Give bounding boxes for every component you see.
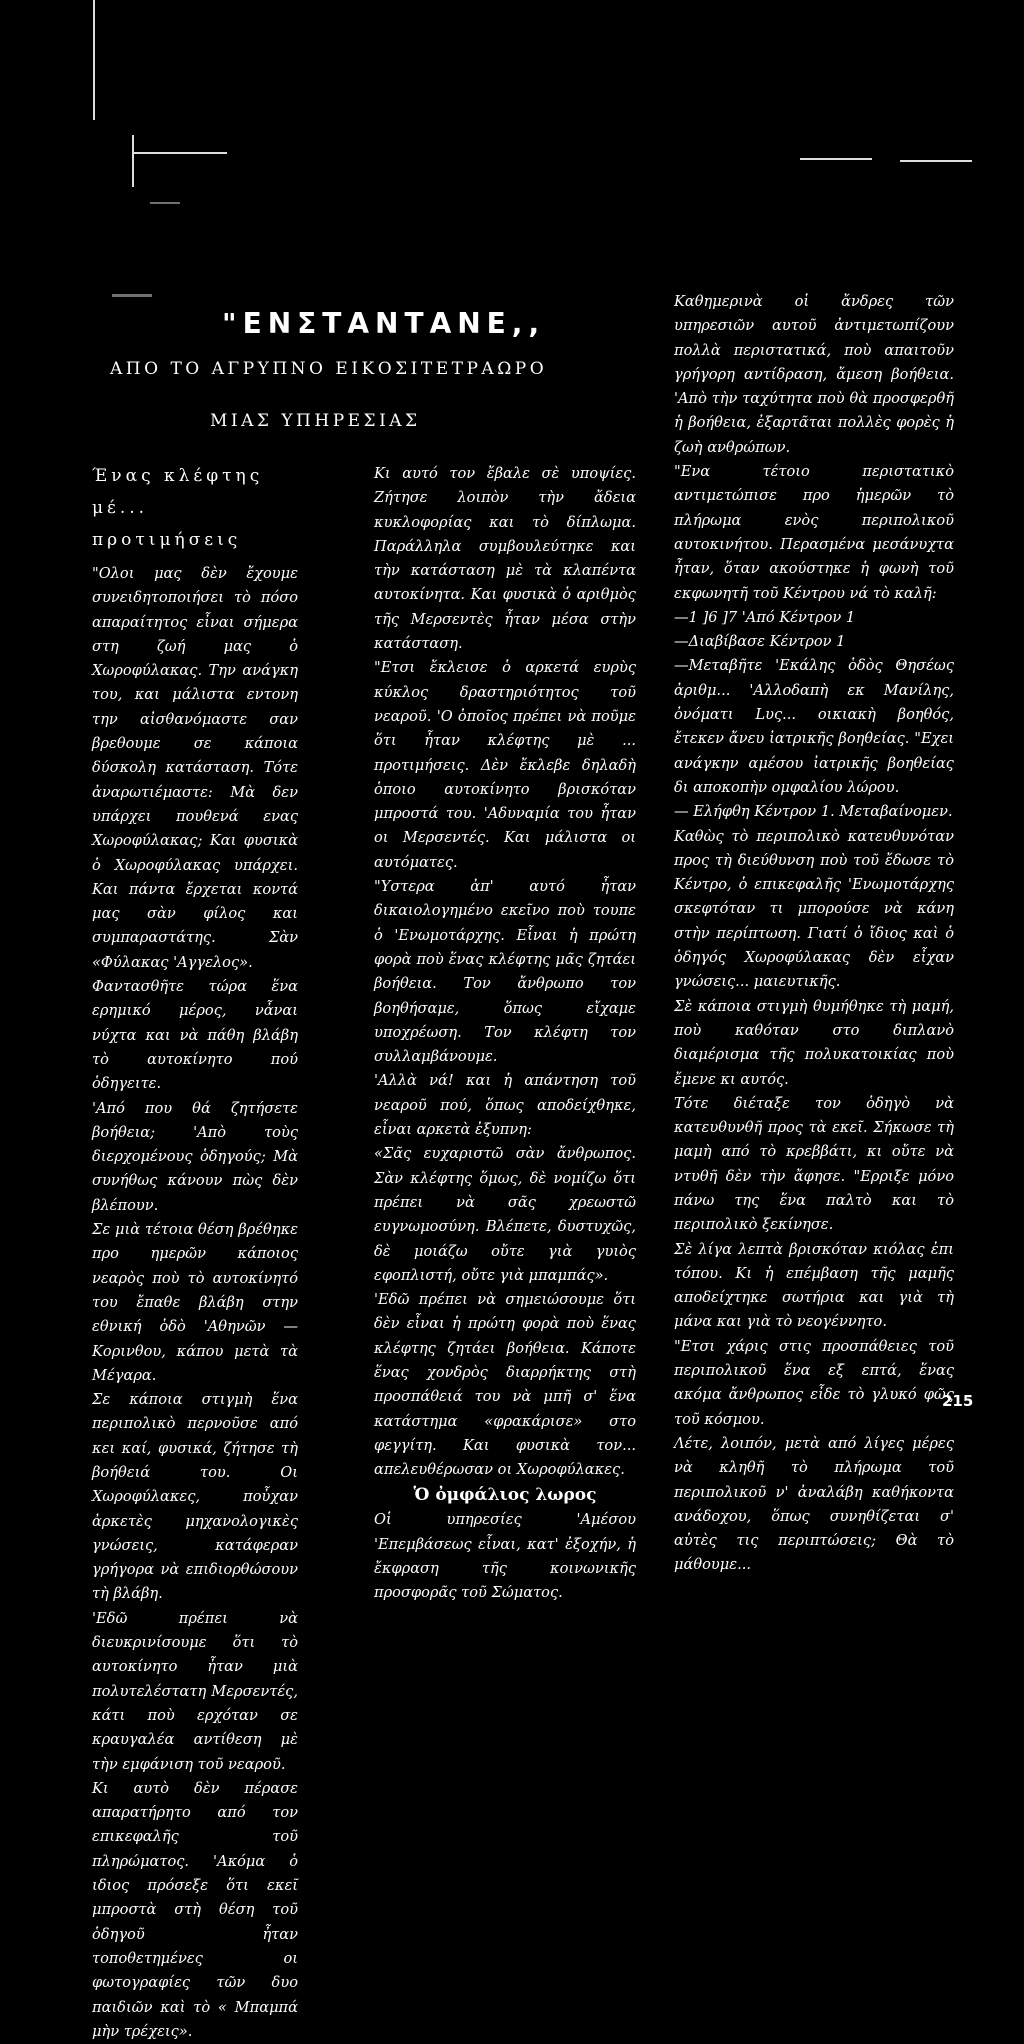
corner-mark-horizontal: [132, 152, 227, 154]
paragraph: Τότε διέταξε τον ὁδηγὸ νὰ κατευθυνθῆ προς τὰ εκεῖ. Σήκωσε τὴ μαμὴ από τὸ κρεββάτι, κι οὔτε νὰ ντυθῆ δὲν τὴν ἄφησε. "Ερριξε μόνο πάνω της ἕνα παλτὸ και τὸ περιπολικὸ ξεκίνησε.: [674, 1094, 954, 1234]
paragraph: "Ετσι ἔκλεισε ὁ αρκετά ευρὺς κύκλος δραστηριότητος τοῦ νεαροῦ. 'Ο ὁποῖος πρέπει νὰ ποῦμε ὅτι ἦταν κλέφτης μὲ ... προτιμήσεις. Δὲν ἔκλεβε δηλαδὴ ὁποιο αυτοκίνητο βρισκόταν μπροστά του. 'Αδυναμία του ἦταν οι Μερσεντές. Και μάλιστα οι αυτόματες.: [374, 659, 636, 871]
section-heading-line2: μέ... προτιμήσεις: [92, 498, 242, 550]
paragraph: 'Αλλὰ νά! και ἡ απάντηση τοῦ νεαροῦ πού, ὅπως αποδείχθηκε, εἶναι αρκετὰ ἐξυπνη:: [374, 1072, 636, 1139]
radio-dialogue-line: —1 ]6 ]7 'Από Κέντρον 1: [674, 608, 856, 626]
paragraph: Λέτε, λοιπόν, μετὰ από λίγες μέρες νὰ κληθῆ τὸ πλήρωμα τοῦ περιπολικοῦ ν' ἀναλάβη καθήκοντα ανάδοχου, ὅπως συνηθίζεται σ' αὐτὲς τις περιπτώσεις; Θὰ τὸ μάθουμε...: [674, 1434, 954, 1574]
paragraph: Καθὼς τὸ περιπολικὸ κατευθυνόταν προς τὴ διεύθυνση ποὺ τοῦ ἔδωσε τὸ Κέντρο, ὁ επικεφαλῆς 'Ενωμοτάρχης σκεφτόταν τι μπορούσε νὰ κάνη στὴν περίπτωση. Γιατί ὁ ἴδιος καὶ ὁ ὁδηγός Χωροφύλακας δὲν εἶχαν γνώσεις... μαιευτικῆς.: [674, 827, 954, 991]
scan-speck: [150, 202, 180, 204]
paragraph: 'Εδῶ πρέπει νὰ διευκρινίσουμε ὅτι τὸ αυτοκίνητο ἦταν μιὰ πολυτελέστατη Μερσεντές, κάτι ποὺ ερχόταν σε κραυγαλέα αντίθεση μὲ τὴν εμφάνιση τοῦ νεαροῦ.: [92, 1609, 298, 1773]
paragraph: Σε μιὰ τέτοια θέση βρέθηκε προ ημερῶν κάποιος νεαρὸς ποὺ τὸ αυτοκίνητό του ἔπαθε βλάβη στην εθνική ὁδὸ 'Αθηνῶν —Κορινθου, κάπου μετὰ τὰ Μέγαρα.: [92, 1221, 298, 1384]
paragraph: Κι αυτό τον ἔβαλε σὲ υποψίες. Ζήτησε λοιπὸν τὴν ἄδεια κυκλοφορίας και τὸ δίπλωμα. Παράλληλα συμβουλεύτηκε και τὴν κατάσταση μὲ τὰ κλαπέντα αυτοκίνητα. Και φυσικὰ ὁ αριθμὸς τῆς Μερσεντὲς ἦταν μέσα στὴν κατάσταση.: [374, 465, 636, 653]
headline-title: "ΕΝΣΤΑΝΤΑΝΕ,,: [222, 307, 546, 340]
headline-subtitle-line2: ΜΙΑΣ ΥΠΗΡΕΣΙΑΣ: [210, 411, 421, 431]
corner-mark-vertical: [132, 135, 134, 187]
paragraph: Φαντασθῆτε τώρα ἕνα ερημικό μέρος, νἆναι νύχτα και νὰ πάθη βλάβη τὸ αυτοκίνητο πού ὁδηγειτε.: [92, 978, 298, 1093]
paragraph: Σὲ κάποια στιγμὴ θυμήθηκε τὴ μαμή, ποὺ καθόταν στο διπλανὸ διαμέρισμα τῆς πολυκατοικίας ποὺ ἔμενε κι αυτός.: [674, 997, 954, 1088]
article-column-1: [92, 460, 298, 2044]
article-column-2: [374, 462, 636, 1606]
page-number: 215: [942, 1392, 974, 1410]
paragraph: "Υστερα ἀπ' αυτό ἦταν δικαιολογημένο εκεῖνο ποὺ τουπε ὁ 'Ενωμοτάρχης. Εἶναι ἡ πρώτη φορὰ ποὺ ἕνας κλέφτης μᾶς ζητάει βοήθεια. Τον ἄνθρωπο τον βοηθήσαμε, ὅπως εἴχαμε υποχρέωση. Τον κλέφτη τον συλλαμβάνουμε.: [374, 878, 636, 1066]
top-rule-right-a: [800, 158, 872, 160]
paragraph: Σὲ λίγα λεπτὰ βρισκόταν κιόλας ἐπι τόπου. Κι ἡ επέμβαση τῆς μαμῆς αποδείχτηκε σωτήρια και γιὰ τὴ μάνα και γιὰ τὸ νεογέννητο.: [674, 1240, 954, 1331]
scan-edge-line: [93, 0, 95, 120]
scan-speck: [112, 294, 152, 297]
paragraph: 'Εδῶ πρέπει νὰ σημειώσουμε ὅτι δὲν εἶναι ἡ πρώτη φορὰ ποὺ ἕνας κλέφτης ζητάει βοήθεια. Κάποτε ἕνας χονδρὸς διαρρήκτης στὴ προσπάθειά του νὰ μπῆ σ' ἕνα κατάστημα «φρακάρισε» στο φεγγίτη. Και φυσικὰ τον... απελευθέρωσαν οι Χωροφύλακες.: [374, 1291, 636, 1479]
paragraph: Οἱ υπηρεσίες 'Αμέσου 'Επεμβάσεως εἶναι, κατ' ἐξοχήν, ἡ ἔκφραση τῆς κοινωνικῆς προσφορᾶς τοῦ Σώματος.: [374, 1511, 636, 1602]
radio-dialogue-line: —Μεταβῆτε 'Εκάλης ὁδὸς Θησέως ἀριθμ... 'Αλλοδαπὴ εκ Μανίλης, ὀνόματι Lυς... οικιακὴ βοηθός, ἔτεκεν ἄνευ ἰατρικῆς βοηθείας. "Εχει ανάγκην αμέσου ἰατρικῆς βοηθείας δι αποκοπὴν ομφαλίου λώρου.: [674, 657, 954, 796]
paragraph: 'Από που θά ζητήσετε βοήθεια; 'Απὸ τοὺς διερχομένους ὁδηγούς; Μὰ συνήθως κάνουν πὼς δὲν βλέπουν.: [92, 1099, 298, 1214]
radio-dialogue-line: —Διαβίβασε Κέντρον 1: [674, 633, 846, 651]
article-column-3: [674, 290, 954, 1578]
paragraph: Σε κάποια στιγμὴ ἕνα περιπολικὸ περνοῦσε από κει καί, φυσικά, ζήτησε τὴ βοήθειά του. Οι Χωροφύλακες, ποὖχαν ἀρκετὲς μηχανολογικὲς γνώσεις, κατάφεραν γρήγορα νὰ επιδιορθώσουν τὴ βλάβη.: [92, 1391, 298, 1603]
section-heading: Ὁ ὀμφάλιος λωρος: [413, 1485, 597, 1506]
paragraph: "Ετσι χάρις στις προσπάθειες τοῦ περιπολικοῦ ἕνα εξ επτά, ἕνας ακόμα ἄνθρωπος εἶδε τὸ γλυκό φῶς τοῦ κόσμου.: [674, 1337, 954, 1428]
top-rule-right-b: [900, 160, 972, 162]
paragraph: "Ολοι μας δὲν ἔχουμε συνειδητοποιήσει τὸ πόσο απαραίτητος εἶναι σήμερα στη ζωή μας ὁ Χωροφύλακας. Την ανάγκη του, και μάλιστα εντονη την αἰσθανόμαστε σαν βρεθουμε σε κάποια δύσκολη κατάσταση. Τότε ἀναρωτιέμαστε: Μὰ δεν υπάρχει πουθενά ενας Χωροφύλακας; Και φυσικὰ ὁ Χωροφύλακας υπάρχει. Και πάντα ἔρχεται κοντά μας σὰν φίλος και συμπαραστάτης. Σὰν «Φύλακας 'Αγγελος».: [92, 565, 298, 971]
headline-subtitle-line1: ΑΠΟ ΤΟ ΑΓΡΥΠΝΟ ΕΙΚΟΣΙΤΕΤΡΑΩΡΟ: [110, 359, 548, 379]
paragraph: Κι αυτὸ δὲν πέρασε απαρατήρητο από τον επικεφαλῆς τοῦ πληρώματος. 'Ακόμα ὁ ιδιος πρόσεξε ὅτι εκεῖ μπροστὰ στὴ θέση τοῦ ὁδηγοῦ ἦταν τοποθετημένες οι φωτογραφίες τῶν δυο παιδιῶν καὶ τὸ « Μπαμπά μὴν τρέχεις».: [92, 1779, 298, 2040]
paragraph: "Ενα τέτοιο περιστατικὸ αντιμετώπισε προ ἡμερῶν τὸ πλήρωμα ενὸς περιπολικοῦ αυτοκινήτου. Περασμένα μεσάνυχτα ἦταν, ὅταν ακούστηκε ἡ φωνὴ τοῦ εκφωνητῆ τοῦ Κέντρου νά τὸ καλῆ:: [674, 463, 954, 602]
paragraph: «Σᾶς ευχαριστῶ σὰν ἄνθρωπος. Σὰν κλέφτης ὅμως, δὲ νομίζω ὅτι πρέπει νὰ σᾶς χρεωστῶ ευγνωμοσύνη. Βλέπετε, δυστυχῶς, δὲ μοιάζω οὔτε γιὰ γυιὸς εφοπλιστή, οὔτε γιὰ μπαμπάς».: [374, 1145, 636, 1284]
radio-dialogue-line: — Ελήφθη Κέντρον 1. Μεταβαίνομεν.: [674, 803, 953, 821]
paragraph: Καθημερινὰ οἱ ἄνδρες τῶν υπηρεσιῶν αυτοῦ ἀντιμετωπίζουν πολλὰ περιστατικά, ποὺ απαιτοῦν γρήγορη αντίδραση, ἄμεση βοήθεια. 'Απὸ τὴν ταχύτητα ποὺ θὰ προσφερθῆ ἡ βοήθεια, ἐξαρτᾶται πολλὲς φορὲς ἡ ζωὴ ανθρώπων.: [674, 293, 954, 456]
section-heading-line1: Ένας κλέφτης: [92, 466, 264, 486]
